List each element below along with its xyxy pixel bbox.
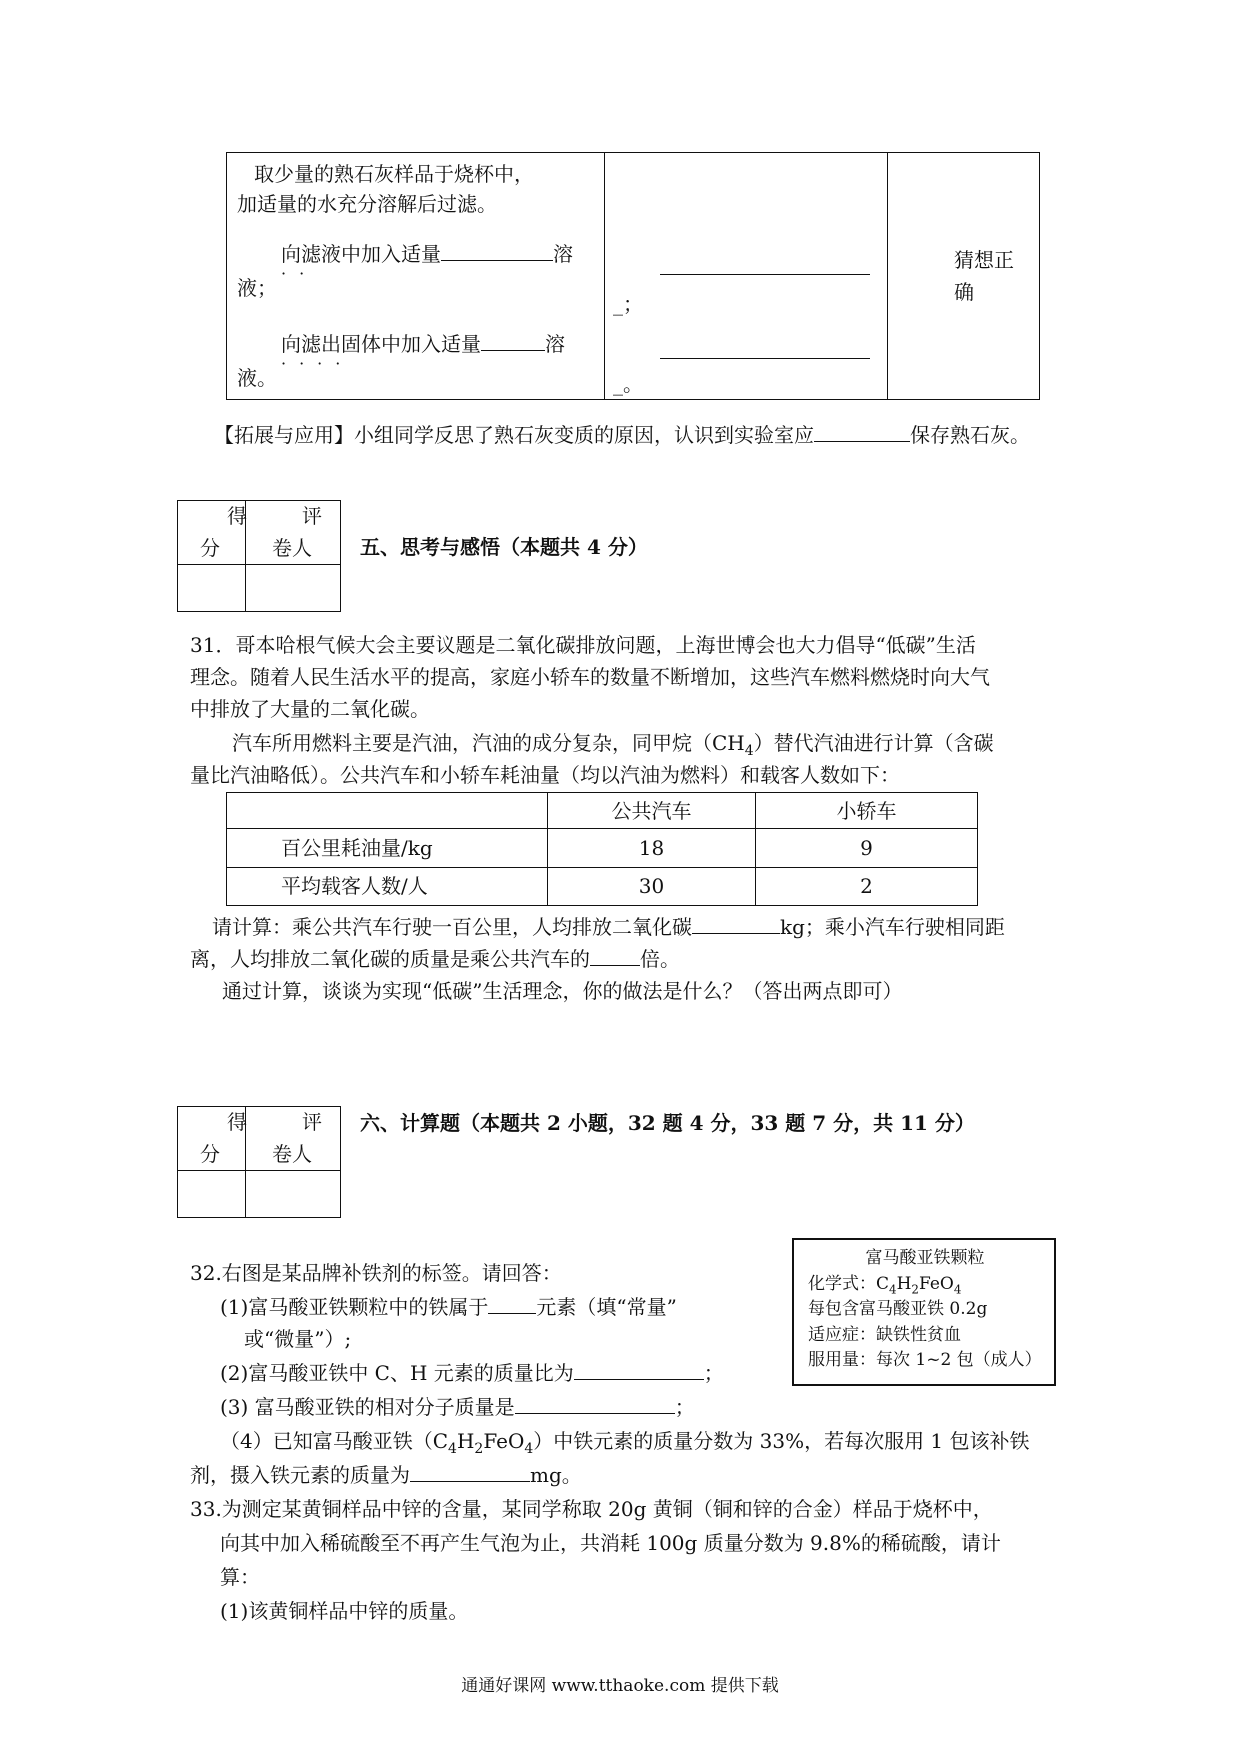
phenomenon-blank-2[interactable] bbox=[660, 337, 870, 359]
phenomenon-cell bbox=[605, 153, 888, 400]
conclusion-line1: 猜想正 bbox=[954, 248, 1014, 272]
q32-intro: 32.右图是某品牌补铁剂的标签。请回答： bbox=[190, 1261, 562, 1285]
calc-line2: 离，人均排放二氧化碳的质量是乘公共汽车的 倍。 bbox=[190, 944, 680, 974]
iron-supplement-label bbox=[792, 1238, 1056, 1386]
step3-blank[interactable] bbox=[481, 329, 545, 351]
extension-blank[interactable] bbox=[814, 420, 910, 442]
fuel-table-header-0 bbox=[227, 793, 548, 829]
q31-para2-line2: 量比汽油略低）。公共汽车和小轿车耗油量（均以汽油为燃料）和载客人数如下： bbox=[190, 763, 900, 787]
passenger-row-car: 2 bbox=[756, 867, 978, 905]
label-usage: 服用量：每次 1~2 包（成人） bbox=[808, 1350, 1042, 1370]
emphasis-dots-2: ···· bbox=[281, 354, 354, 373]
conclusion-line2: 确 bbox=[954, 280, 974, 304]
fuel-row-bus: 18 bbox=[548, 829, 756, 867]
label-formula: 化学式：$C_4H_2FeO_4$ bbox=[808, 1273, 962, 1296]
extension-line: 【拓展与应用】小组同学反思了熟石灰变质的原因，认识到实验室应 保存熟石灰。 bbox=[214, 420, 1030, 450]
fuel-table bbox=[226, 792, 978, 906]
score-input-b[interactable] bbox=[246, 565, 341, 612]
q33-line1: 33.为测定某黄铜样品中锌的含量，某同学称取 20g 黄铜（铜和锌的合金）样品于烧杯中， bbox=[190, 1497, 993, 1521]
step3-dotted: 滤出固体 bbox=[301, 332, 381, 356]
conclusion-cell bbox=[888, 153, 1040, 400]
q32-blank-1[interactable] bbox=[488, 1292, 536, 1314]
step2-dotted: 滤液 bbox=[301, 242, 341, 266]
section6-title: 六、计算题（本题共 2 小题，32 题 4 分，33 题 7 分，共 11 分） bbox=[360, 1111, 975, 1135]
phenomenon-end-1: _； bbox=[613, 292, 643, 316]
calc-blank-1[interactable] bbox=[692, 912, 780, 934]
score-box-5 bbox=[177, 500, 341, 612]
label-indication: 适应症：缺铁性贫血 bbox=[808, 1324, 961, 1345]
q32-part4-line2: 剂，摄入铁元素的质量为 mg。 bbox=[190, 1460, 582, 1490]
score-cell-b: 评 卷人 bbox=[246, 1107, 341, 1171]
q31-line1: 31．哥本哈根气候大会主要议题是二氧化碳排放问题，上海世博会也大力倡导“低碳”生活 bbox=[190, 633, 976, 657]
q32-part1-cont: 或“微量”）; bbox=[244, 1327, 352, 1351]
label-dose-content: 每包含富马酸亚铁 0.2g bbox=[808, 1299, 988, 1319]
q31-line2: 理念。随着人民生活水平的提高，家庭小轿车的数量不断增加，这些汽车燃料燃烧时向大气 bbox=[190, 665, 990, 689]
q32-part3: (3) 富马酸亚铁的相对分子质量是 ； bbox=[220, 1392, 695, 1422]
score-cell-a: 得 分 bbox=[178, 501, 246, 565]
fuel-row-label: 百公里耗油量/kg bbox=[227, 829, 548, 867]
fuel-table-header-car: 小轿车 bbox=[756, 793, 978, 829]
fuel-table-header-bus: 公共汽车 bbox=[548, 793, 756, 829]
score-input-b[interactable] bbox=[246, 1171, 341, 1218]
emphasis-dots-1: ·· bbox=[281, 264, 318, 283]
q32-part4-line1: （4）已知富马酸亚铁$(C_4H_2FeO_4)$中铁元素的质量分数为 33%，若每次服用 1 包该补铁 bbox=[220, 1429, 1030, 1457]
step2-line2: 液； bbox=[237, 276, 277, 300]
score-input-a[interactable] bbox=[178, 565, 246, 612]
step3-line1: 向滤出固体中加入适量 溶 bbox=[281, 329, 565, 359]
phenomenon-end-2: _。 bbox=[613, 372, 643, 396]
calc-line1: 请计算：乘公共汽车行驶一百公里，人均排放二氧化碳 kg；乘小汽车行驶相同距 bbox=[212, 912, 1005, 942]
score-cell-b: 评 卷人 bbox=[246, 501, 341, 565]
step3-line2: 液。 bbox=[237, 366, 277, 390]
step2-blank[interactable] bbox=[441, 239, 553, 261]
q33-line2: 向其中加入稀硫酸至不再产生气泡为止，共消耗 100g 质量分数为 9.8%的稀硫酸，请计 bbox=[220, 1531, 1001, 1555]
phenomenon-blank-1[interactable] bbox=[660, 253, 870, 275]
page-footer: 通通好课网 www.tthaoke.com 提供下载 bbox=[461, 1676, 779, 1696]
label-title: 富马酸亚铁颗粒 bbox=[865, 1248, 985, 1268]
q32-blank-4[interactable] bbox=[410, 1460, 530, 1482]
score-box-6 bbox=[177, 1106, 341, 1218]
q33-line3: 算： bbox=[220, 1565, 260, 1589]
passenger-row-label: 平均载客人数/人 bbox=[227, 867, 548, 905]
step2-line1: 向滤液中加入适量 溶 bbox=[281, 239, 573, 269]
score-input-a[interactable] bbox=[178, 1171, 246, 1218]
calc-blank-2[interactable] bbox=[590, 944, 640, 966]
passenger-row-bus: 30 bbox=[548, 867, 756, 905]
q32-part2: (2)富马酸亚铁中 C、H 元素的质量比为 ； bbox=[220, 1358, 724, 1388]
q32-blank-2[interactable] bbox=[574, 1358, 704, 1380]
q33-part1: (1)该黄铜样品中锌的质量。 bbox=[220, 1599, 469, 1623]
q31-line3: 中排放了大量的二氧化碳。 bbox=[190, 697, 430, 721]
q31-para2-line1: 汽车所用燃料主要是汽油，汽油的成分复杂，同甲烷$(CH_4)$替代汽油进行计算（含碳 bbox=[232, 731, 994, 759]
q32-blank-3[interactable] bbox=[515, 1392, 675, 1414]
think-line: 通过计算，谈谈为实现“低碳”生活理念，你的做法是什么？（答出两点即可） bbox=[222, 979, 903, 1003]
step1-line1: 取少量的熟石灰样品于烧杯中， bbox=[254, 162, 534, 186]
score-cell-a: 得 分 bbox=[178, 1107, 246, 1171]
fuel-row-car: 9 bbox=[756, 829, 978, 867]
section5-title: 五、思考与感悟（本题共 4 分） bbox=[360, 535, 648, 559]
q32-part1: (1)富马酸亚铁颗粒中的铁属于 元素（填“常量” bbox=[220, 1292, 677, 1322]
step1-line2: 加适量的水充分溶解后过滤。 bbox=[237, 192, 497, 216]
